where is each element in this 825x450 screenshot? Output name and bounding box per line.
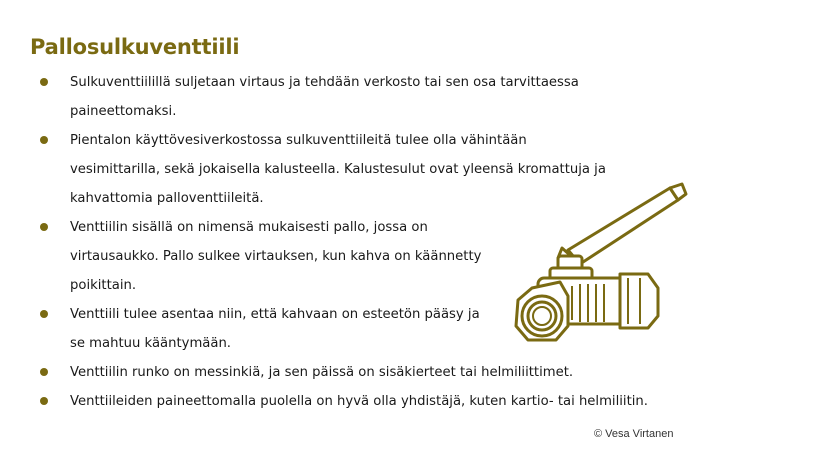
bullet-item	[36, 300, 490, 358]
bullet-text: Venttiilin sisällä on nimensä mukaisesti pallo, jossa on virtausaukko. Pallo sulkee virtauksen, kun kahva on käännetty poikittain.	[70, 220, 482, 293]
bullet-item	[36, 358, 710, 387]
image-credit: © Vesa Virtanen	[594, 428, 674, 440]
ball-valve-illustration-icon	[510, 178, 690, 358]
bullet-dot-icon	[40, 310, 48, 318]
bullet-dot-icon	[40, 223, 48, 231]
slide-title: Pallosulkuventtiili	[30, 35, 240, 59]
bullet-item	[36, 387, 670, 416]
bullet-dot-icon	[40, 397, 48, 405]
bullet-dot-icon	[40, 78, 48, 86]
bullet-text: Venttiili tulee asentaa niin, että kahvaan on esteetön pääsy ja se mahtuu kääntymään.	[70, 307, 480, 351]
bullet-text: Pientalon käyttövesiverkostossa sulkuventtiileitä tulee olla vähintään vesimittarilla, sekä jokaisella kalusteella. Kalustesulut ovat yleensä kromattuja ja kahvattomia palloventtiileitä.	[70, 133, 606, 206]
bullet-dot-icon	[40, 136, 48, 144]
bullet-text: Venttiilin runko on messinkiä, ja sen päissä on sisäkierteet tai helmiliittimet.	[70, 365, 574, 380]
bullet-item	[36, 213, 500, 300]
bullet-text: Venttiileiden paineettomalla puolella on hyvä olla yhdistäjä, kuten kartio- tai helmiliitin.	[70, 394, 648, 409]
bullet-dot-icon	[40, 368, 48, 376]
bullet-item	[36, 68, 670, 126]
bullet-text: Sulkuventtiilillä suljetaan virtaus ja tehdään verkosto tai sen osa tarvittaessa paineettomaksi.	[70, 75, 579, 119]
